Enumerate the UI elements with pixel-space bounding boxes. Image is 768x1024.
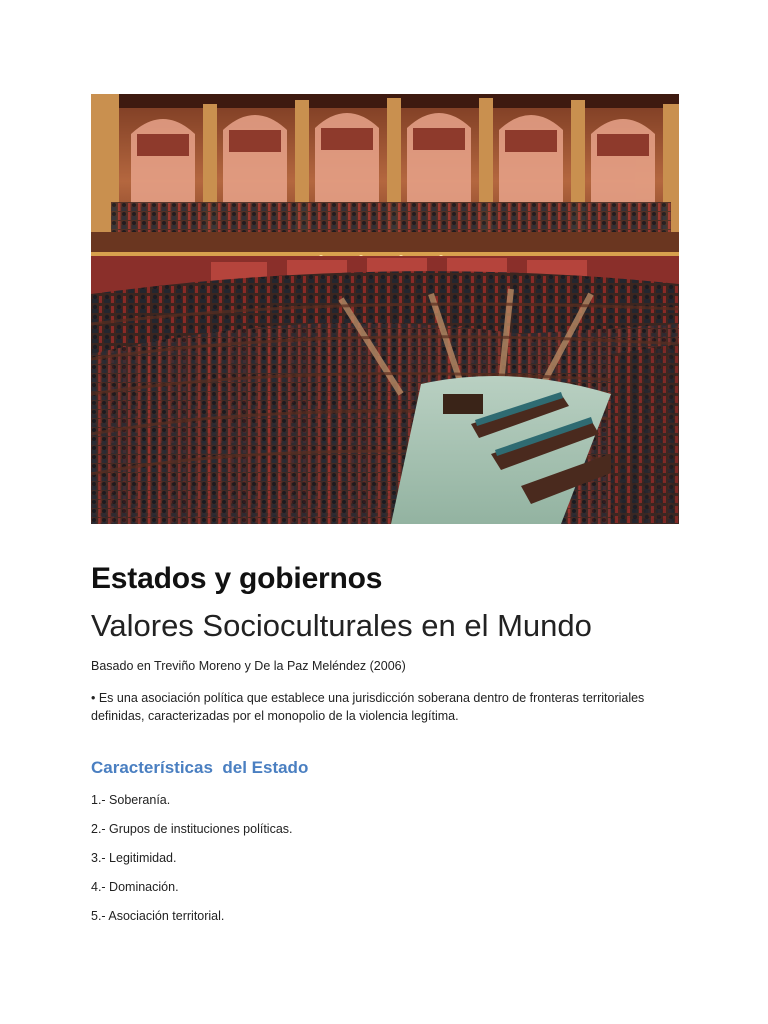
list-item: 5.- Asociación territorial. [91,909,225,923]
document-title: Estados y gobiernos [91,562,383,595]
document-subtitle: Valores Socioculturales en el Mundo [91,608,592,643]
list-item: 3.- Legitimidad. [91,851,177,865]
characteristics-list [91,791,293,936]
source-citation: Basado en Treviño Moreno y De la Paz Meléndez (2006) [91,659,406,673]
list-item: 1.- Soberanía. [91,793,171,807]
section-heading: Características del Estado [91,758,309,777]
list-item: 2.- Grupos de instituciones políticas. [91,822,293,836]
list-item: 4.- Dominación. [91,880,179,894]
parliament-photo [91,94,679,524]
definition-paragraph: • Es una asociación política que establece una jurisdicción soberana dentro de fronteras territoriales definidas, caracterizadas por el monopolio de la violencia legítima. [91,691,645,723]
